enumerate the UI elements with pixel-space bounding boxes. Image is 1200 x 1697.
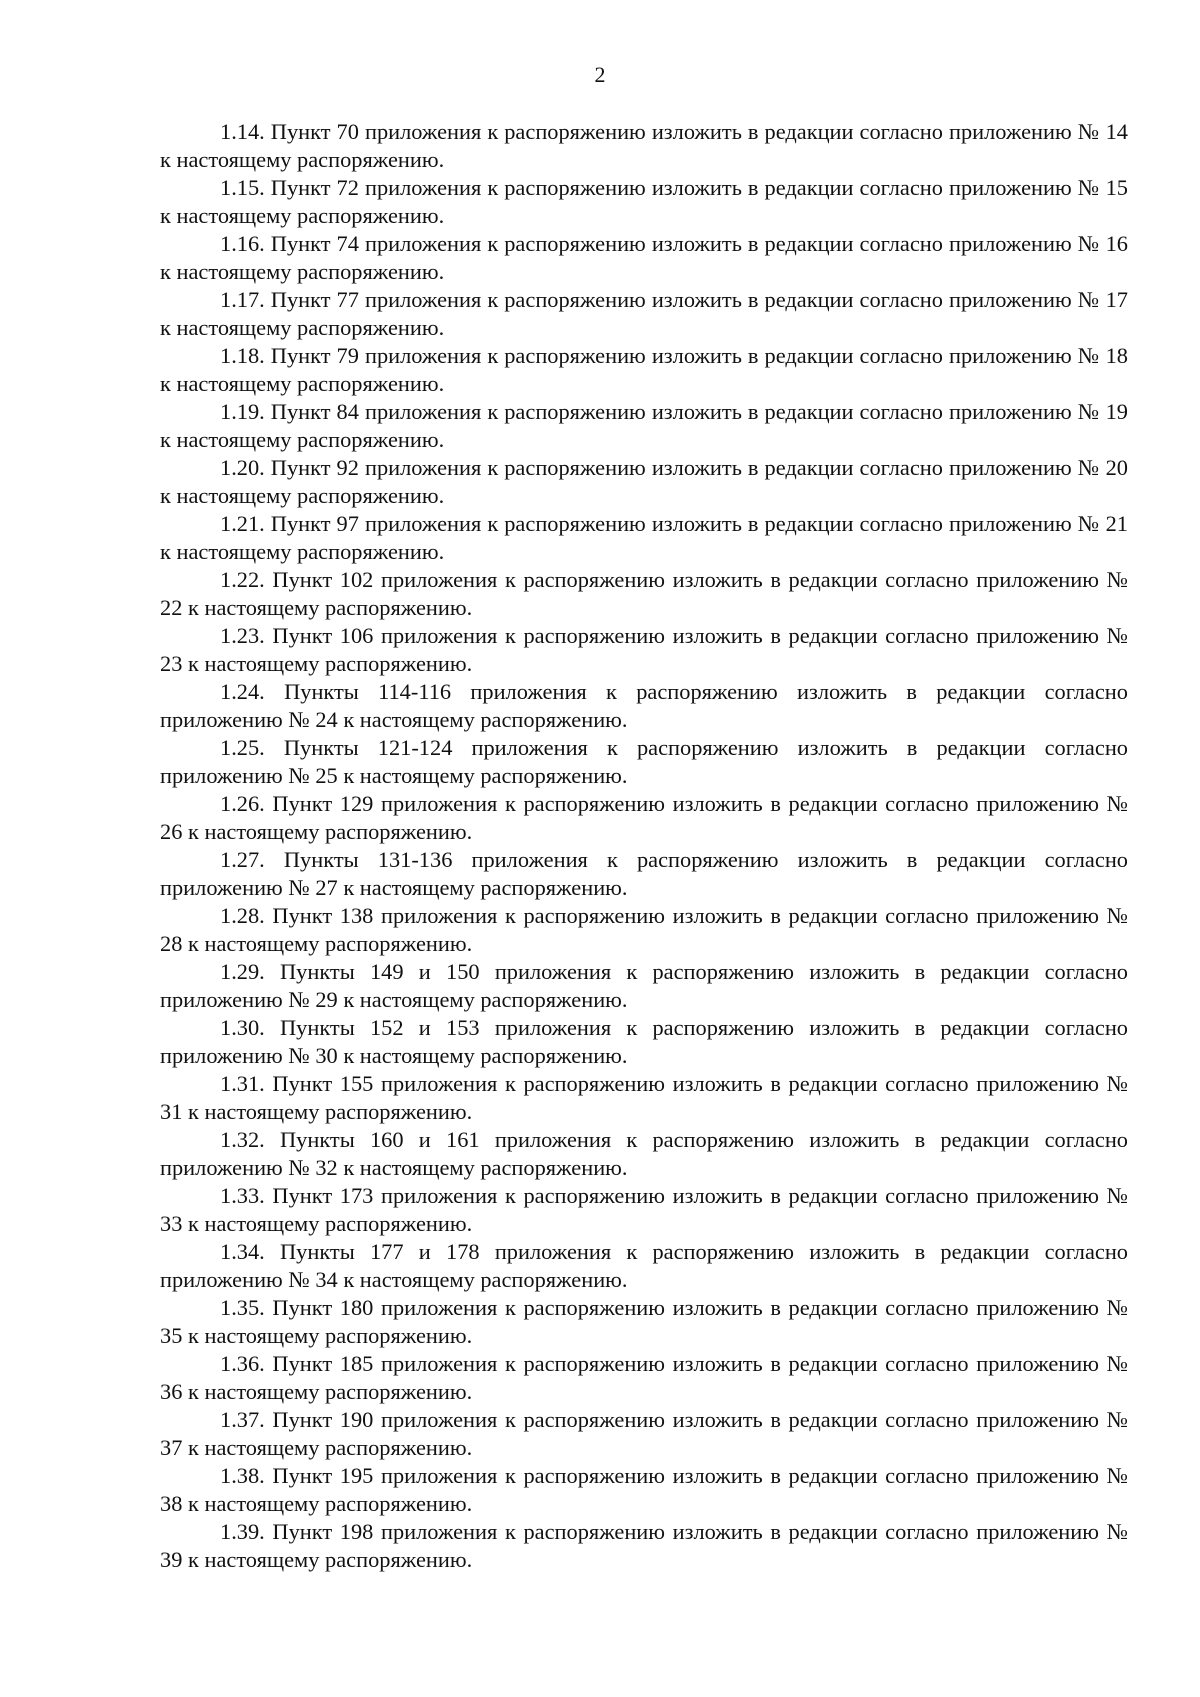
paragraph-1-21: 1.21. Пункт 97 приложения к распоряжению изложить в редакции согласно приложению № 21 к настоящему распоряжению. <box>160 511 1128 564</box>
paragraph-1-37: 1.37. Пункт 190 приложения к распоряжению изложить в редакции согласно приложению № 37 к настоящему распоряжению. <box>160 1407 1128 1460</box>
paragraph-1-30: 1.30. Пункты 152 и 153 приложения к распоряжению изложить в редакции согласно приложению № 30 к настоящему распоряжению. <box>160 1015 1128 1068</box>
page-number: 2 <box>594 62 606 87</box>
paragraph-1-32: 1.32. Пункты 160 и 161 приложения к распоряжению изложить в редакции согласно приложению № 32 к настоящему распоряжению. <box>160 1127 1128 1180</box>
paragraph-1-22: 1.22. Пункт 102 приложения к распоряжению изложить в редакции согласно приложению № 22 к настоящему распоряжению. <box>160 567 1128 620</box>
paragraph-1-24: 1.24. Пункты 114-116 приложения к распоряжению изложить в редакции согласно приложению № 24 к настоящему распоряжению. <box>160 679 1128 732</box>
paragraph-1-38: 1.38. Пункт 195 приложения к распоряжению изложить в редакции согласно приложению № 38 к настоящему распоряжению. <box>160 1463 1128 1516</box>
paragraph-1-18: 1.18. Пункт 79 приложения к распоряжению изложить в редакции согласно приложению № 18 к настоящему распоряжению. <box>160 343 1128 396</box>
paragraph-1-23: 1.23. Пункт 106 приложения к распоряжению изложить в редакции согласно приложению № 23 к настоящему распоряжению. <box>160 623 1128 676</box>
paragraph-1-20: 1.20. Пункт 92 приложения к распоряжению изложить в редакции согласно приложению № 20 к настоящему распоряжению. <box>160 455 1128 508</box>
paragraph-1-28: 1.28. Пункт 138 приложения к распоряжению изложить в редакции согласно приложению № 28 к настоящему распоряжению. <box>160 903 1128 956</box>
paragraph-1-26: 1.26. Пункт 129 приложения к распоряжению изложить в редакции согласно приложению № 26 к настоящему распоряжению. <box>160 791 1128 844</box>
paragraph-1-31: 1.31. Пункт 155 приложения к распоряжению изложить в редакции согласно приложению № 31 к настоящему распоряжению. <box>160 1071 1128 1124</box>
paragraph-1-39: 1.39. Пункт 198 приложения к распоряжению изложить в редакции согласно приложению № 39 к настоящему распоряжению. <box>160 1519 1128 1572</box>
paragraph-1-15: 1.15. Пункт 72 приложения к распоряжению изложить в редакции согласно приложению № 15 к настоящему распоряжению. <box>160 175 1128 228</box>
paragraph-1-16: 1.16. Пункт 74 приложения к распоряжению изложить в редакции согласно приложению № 16 к настоящему распоряжению. <box>160 231 1128 284</box>
paragraph-1-29: 1.29. Пункты 149 и 150 приложения к распоряжению изложить в редакции согласно приложению № 29 к настоящему распоряжению. <box>160 959 1128 1012</box>
paragraph-1-25: 1.25. Пункты 121-124 приложения к распоряжению изложить в редакции согласно приложению № 25 к настоящему распоряжению. <box>160 735 1128 788</box>
paragraph-1-14: 1.14. Пункт 70 приложения к распоряжению изложить в редакции согласно приложению № 14 к настоящему распоряжению. <box>160 119 1128 172</box>
paragraph-1-17: 1.17. Пункт 77 приложения к распоряжению изложить в редакции согласно приложению № 17 к настоящему распоряжению. <box>160 287 1128 340</box>
paragraph-1-34: 1.34. Пункты 177 и 178 приложения к распоряжению изложить в редакции согласно приложению № 34 к настоящему распоряжению. <box>160 1239 1128 1292</box>
document-body <box>160 118 1128 1574</box>
paragraph-1-33: 1.33. Пункт 173 приложения к распоряжению изложить в редакции согласно приложению № 33 к настоящему распоряжению. <box>160 1183 1128 1236</box>
paragraph-1-19: 1.19. Пункт 84 приложения к распоряжению изложить в редакции согласно приложению № 19 к настоящему распоряжению. <box>160 399 1128 452</box>
paragraph-1-35: 1.35. Пункт 180 приложения к распоряжению изложить в редакции согласно приложению № 35 к настоящему распоряжению. <box>160 1295 1128 1348</box>
paragraph-1-36: 1.36. Пункт 185 приложения к распоряжению изложить в редакции согласно приложению № 36 к настоящему распоряжению. <box>160 1351 1128 1404</box>
paragraph-1-27: 1.27. Пункты 131-136 приложения к распоряжению изложить в редакции согласно приложению № 27 к настоящему распоряжению. <box>160 847 1128 900</box>
